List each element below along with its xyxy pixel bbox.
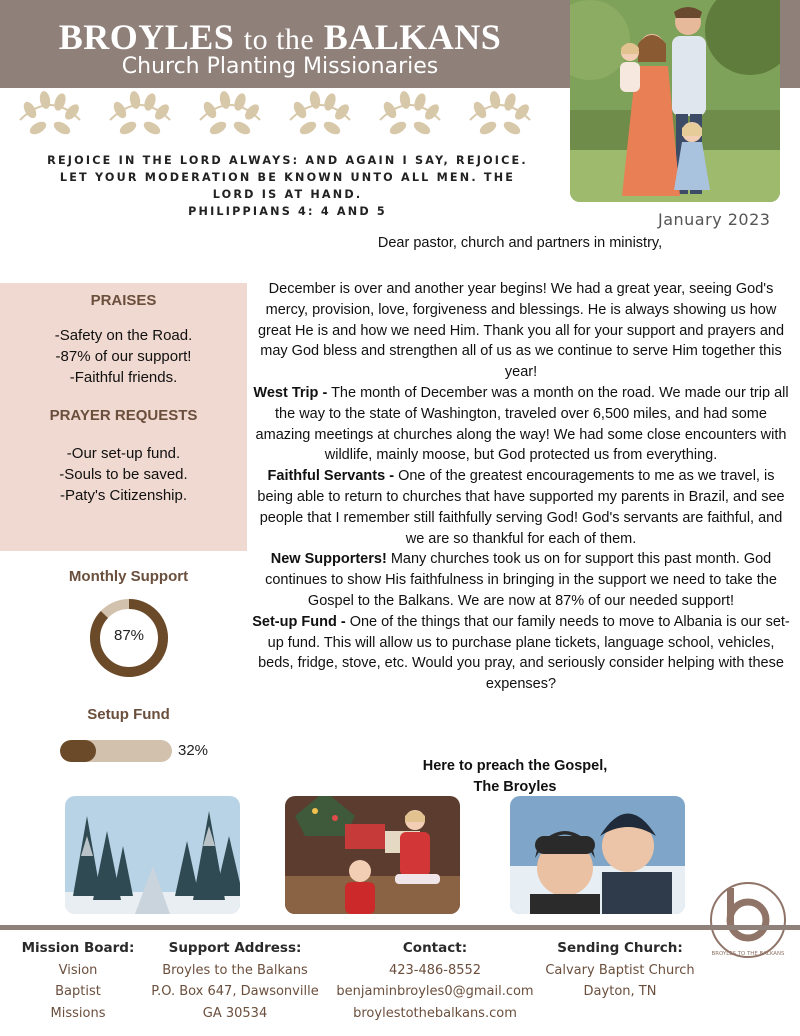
footer-mission-board [18, 938, 138, 1024]
verse-line: LET YOUR MODERATION BE KNOWN UNTO ALL MEN. THE [59, 171, 516, 184]
broyles-logo [708, 880, 788, 960]
footer-phone[interactable]: 423-486-8552 [388, 962, 482, 978]
letter-intro: December is over and another year begins! We had a great year, seeing God's mercy, provision, love, forgiveness and blessings. He is always showing us how great He is and how we need Him. Thank you all for your support and prayers and may God bless and strengthen all of us as we continue to serve Him together this year! [257, 281, 785, 381]
section-heading-west-trip: West Trip - [253, 384, 328, 401]
prayer-requests-list [0, 443, 247, 506]
list-item: -87% of our support! [55, 348, 192, 365]
letter-greeting: Dear pastor, church and partners in ministry, [377, 235, 663, 251]
snowy-forest-photo [65, 796, 240, 914]
monthly-support-percent: 87% [113, 627, 145, 644]
section-text-west-trip: The month of December was a month on the road. We made our trip all the way to the state of Washington, traveled over 6,500 miles, and had some amazing meetings at churches along the way! We had some close encounters with wildlife, mainly moose, but God protected us from everything. [255, 384, 789, 464]
verse-reference: PHILIPPIANS 4: 4 AND 5 [188, 205, 387, 218]
footer-line: Missions [50, 1005, 106, 1021]
kids-christmas-photo [285, 796, 460, 914]
newsletter-date: January 2023 [658, 210, 771, 229]
footer-line: Calvary Baptist Church [545, 962, 695, 978]
newsletter-subtitle: Church Planting Missionaries [121, 54, 439, 79]
section-text-faithful-servants: One of the greatest encouragements to me as we travel, is being able to return to churches that have supported my parents in Brazil, and see people that I remember still faithfully serving God! God's servants are faithful, and we are so thankful for each of them. [257, 468, 785, 547]
footer-line: Broyles to the Balkans [162, 962, 308, 978]
praises-list [0, 325, 247, 388]
footer-website-link[interactable]: broylestothebalkans.com [353, 1005, 517, 1021]
setup-fund-bar-fill [60, 740, 96, 762]
title-part-broyles: BROYLES [58, 17, 235, 57]
verse-line: LORD IS AT HAND. [212, 188, 363, 201]
list-item: -Safety on the Road. [54, 327, 193, 344]
letter-signoff [340, 756, 690, 798]
section-heading-new-supporters: New Supporters! [270, 551, 387, 568]
scripture-verse [20, 152, 555, 220]
letter-body [252, 279, 790, 695]
footer-email-link[interactable]: benjaminbroyles0@gmail.com [336, 984, 534, 999]
couple-selfie-photo [510, 796, 685, 914]
list-item: -Faithful friends. [69, 369, 178, 386]
section-heading-faithful-servants: Faithful Servants - [267, 468, 395, 485]
list-item: -Souls to be saved. [59, 466, 188, 483]
footer-contact [328, 938, 542, 1024]
section-heading-setup-fund: Set-up Fund - [252, 613, 346, 630]
signoff-line: Here to preach the Gospel, [422, 758, 608, 774]
footer-divider [0, 925, 800, 930]
logo-ring-text: BROYLES TO THE BALKANS [711, 951, 785, 957]
setup-fund-bar [60, 740, 172, 762]
footer-line: Baptist [55, 984, 101, 999]
list-item: -Our set-up fund. [66, 445, 181, 462]
footer-heading: Sending Church: [557, 940, 683, 956]
footer-line: Dayton, TN [583, 984, 657, 999]
title-part-balkans: BALKANS [323, 17, 502, 57]
title-part-to-the: to the [243, 23, 315, 56]
section-text-setup-fund: One of the things that our family needs to move to Albania is our set-up fund. This will allow us to purchase plane tickets, language school, vehicles, beds, fridge, stove, etc. Would you pray, and seriously consider helping with these expenses? [258, 613, 790, 693]
setup-fund-percent: 32% [178, 742, 209, 759]
family-photo [570, 0, 780, 202]
footer-line: Vision [58, 962, 98, 978]
prayer-requests-heading: PRAYER REQUESTS [49, 407, 198, 424]
praises-heading: PRAISES [90, 292, 157, 309]
list-item: -Paty's Citizenship. [59, 487, 188, 504]
monthly-support-title: Monthly Support [68, 568, 189, 585]
footer-sending-church [530, 938, 710, 1003]
footer-line: GA 30534 [202, 1005, 268, 1021]
footer-heading: Contact: [402, 940, 468, 956]
newsletter-title [0, 16, 560, 58]
footer-heading: Support Address: [168, 940, 302, 956]
footer-heading: Mission Board: [21, 940, 135, 956]
setup-fund-title: Setup Fund [87, 706, 170, 723]
leaf-garland-decoration [0, 80, 570, 140]
signoff-signature: The Broyles [473, 779, 557, 795]
section-text-new-supporters: Many churches took us on for support this past month. God continues to show His faithfulness in bringing in the support we need to take the Gospel to the Balkans. We are now at 87% of our needed support! [265, 551, 777, 609]
verse-line: REJOICE IN THE LORD ALWAYS: AND AGAIN I SAY, REJOICE. [47, 154, 528, 167]
footer-support-address [142, 938, 328, 1024]
footer-line: P.O. Box 647, Dawsonville [151, 984, 319, 999]
